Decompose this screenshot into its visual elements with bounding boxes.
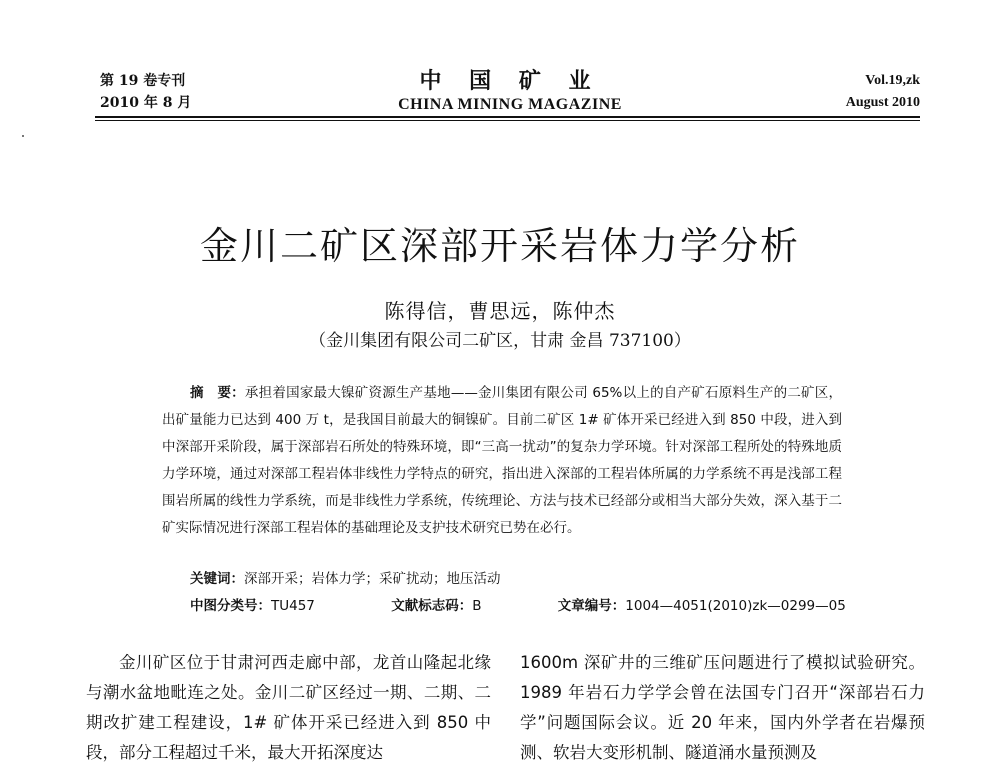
article-no-value: 1004—4051(2010)zk—0299—05 [625,598,846,614]
header-center [100,70,920,116]
date-cn: 2010 年 8 月 [100,95,192,111]
clc-value: TU457 [271,598,315,614]
abstract-text: 承担着国家最大镍矿资源生产基地——金川集团有限公司 65%以上的自产矿石原料生产的二矿区，出矿量能力已达到 400 万 t，是我国目前最大的铜镍矿。目前二矿区 1# 矿体开采已经进入到 850 中段，进入到中深部开采阶段，属于深部岩石所处的特殊环境，即“三高一扰动”的复杂力学环境。针对深部工程所处的特殊地质力学环境，通过对深部工程岩体非线性力学特点的研究，指出进入深部的工程岩体所属的力学系统不再是浅部工程围岩所属的线性力学系统，而是非线性力学系统，传统理论、方法与技术已经部分或相当大部分失效，深入基于二矿实际情况进行深部工程岩体的基础理论及支护技术研究已势在必行。 [162,385,843,536]
volume-en: Vol.19,zk [865,73,920,88]
scan-speck [22,135,24,137]
body-left-text: 金川矿区位于甘肃河西走廊中部，龙首山隆起北缘与潮水盆地毗连之处。金川二矿区经过一期、二期、二期改扩建工程建设，1# 矿体开采已经进入到 850 中段，部分工程超过千米，最大开拓深度达 [86,653,491,762]
body-right-column [520,648,925,768]
abstract [162,380,842,542]
article-title: 金川二矿区深部开采岩体力学分析 [199,224,800,269]
classification-line [190,594,918,614]
journal-header [100,70,920,120]
article-affiliation: （金川集团有限公司二矿区，甘肃 金昌 737100） [309,331,691,351]
keywords-label: 关键词： [190,571,244,587]
abstract-label: 摘 要： [190,385,245,401]
keywords-line [190,567,501,587]
keywords-text: 深部开采；岩体力学；采矿扰动；地压活动 [244,571,501,587]
header-right [846,70,920,114]
doc-code-label: 文献标志码： [391,598,473,614]
body-left-column [86,648,491,768]
header-rule-thick [95,116,920,118]
article-authors: 陈得信，曹思远，陈仲杰 [384,299,616,323]
doc-code-value: B [472,598,482,614]
volume-cn: 第 19 卷专刊 [100,73,186,89]
header-rule-thin [95,120,920,121]
journal-name-cn: 中 国 矿 业 [419,69,601,94]
body-right-text: 1600m 深矿井的三维矿压问题进行了模拟试验研究。1989 年岩石力学学会曾在法国专门召开“深部岩石力学”问题国际会议。近 20 年来，国内外学者在岩爆预测、软岩大变形机制、隧道涌水量预测及 [520,653,925,762]
date-en: August 2010 [845,95,920,110]
article-no-label: 文章编号： [557,598,626,614]
journal-name-en: CHINA MINING MAGAZINE [398,96,622,113]
clc-label: 中图分类号： [190,598,271,614]
